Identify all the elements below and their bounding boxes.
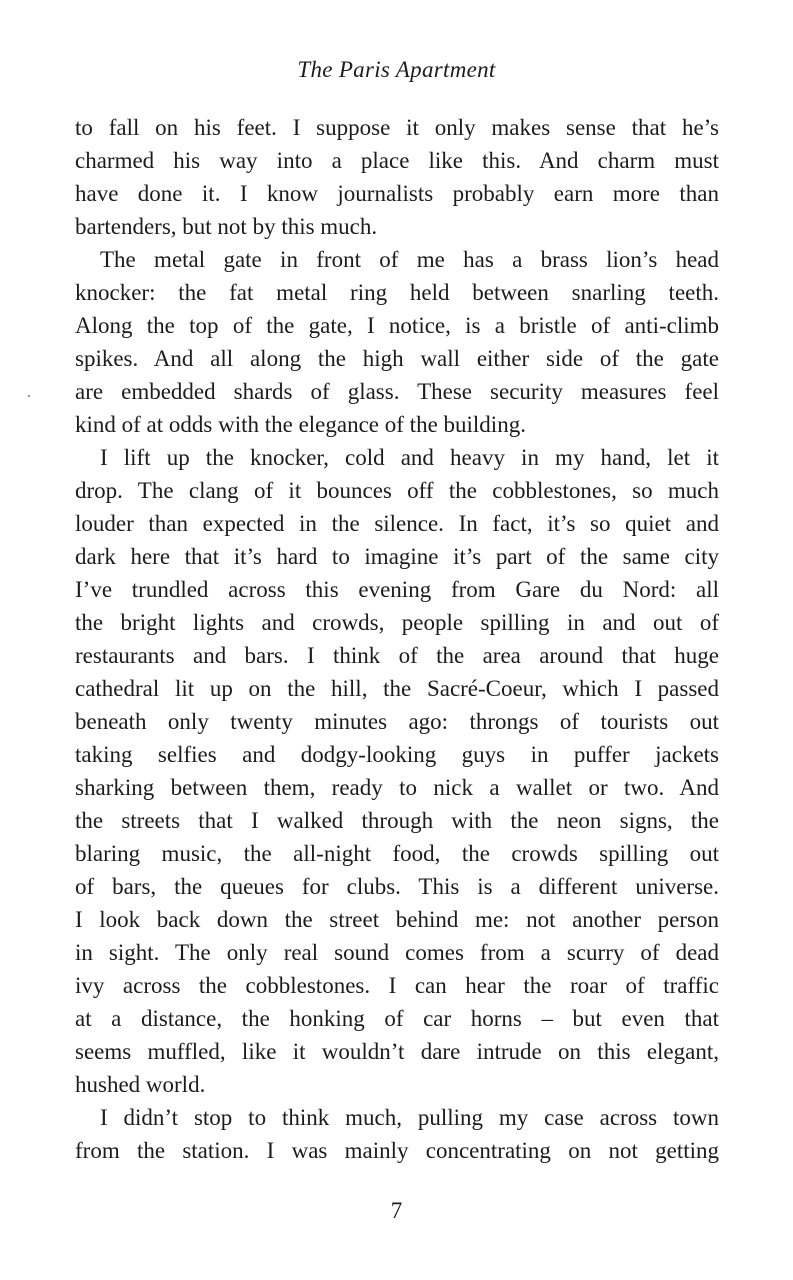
text-line: bartenders, but not by this much. [75,214,378,239]
text-line: blaring music, the all-night food, the crowds spilling out [75,841,719,866]
text-line: dark here that it’s hard to imagine it’s part of the same city [75,544,719,569]
text-line: of bars, the queues for clubs. This is a different universe. [75,874,719,899]
paragraph-first-line: I lift up the knocker, cold and heavy in my hand, let it [100,445,719,470]
text-line: sharking between them, ready to nick a wallet or two. And [75,775,719,800]
text-line: the streets that I walked through with the neon signs, the [75,808,719,833]
text-line: knocker: the fat metal ring held between snarling teeth. [75,280,719,305]
text-line: taking selfies and dodgy-looking guys in puffer jackets [75,742,719,767]
page-number: 7 [390,1198,403,1223]
text-line: are embedded shards of glass. These security measures feel [75,379,719,404]
text-line: in sight. The only real sound comes from a scurry of dead [75,940,719,965]
text-line: charmed his way into a place like this. And charm must [75,148,719,173]
body-text [75,111,719,1167]
text-line: Along the top of the gate, I notice, is a bristle of anti-climb [75,313,719,338]
text-line: kind of at odds with the elegance of the building. [75,412,526,437]
text-line: the bright lights and crowds, people spilling in and out of [75,610,719,635]
text-line: beneath only twenty minutes ago: throngs of tourists out [75,709,719,734]
margin-speck [28,395,30,397]
running-head-title: The Paris Apartment [297,57,496,82]
text-line: have done it. I know journalists probably earn more than [75,181,719,206]
text-line: ivy across the cobblestones. I can hear the roar of traffic [75,973,719,998]
text-line: seems muffled, like it wouldn’t dare intrude on this elegant, [75,1039,719,1064]
text-line: to fall on his feet. I suppose it only makes sense that he’s [75,115,719,140]
text-line: restaurants and bars. I think of the area around that huge [75,643,719,668]
text-line: from the station. I was mainly concentrating on not getting [75,1138,719,1163]
paragraph-first-line: The metal gate in front of me has a brass lion’s head [100,247,719,272]
text-line: hushed world. [75,1072,206,1097]
paragraph-first-line: I didn’t stop to think much, pulling my case across town [100,1105,719,1130]
text-line: I look back down the street behind me: not another person [75,907,719,932]
text-line: I’ve trundled across this evening from Gare du Nord: all [75,577,719,602]
text-line: louder than expected in the silence. In fact, it’s so quiet and [75,511,719,536]
text-line: at a distance, the honking of car horns – but even that [75,1006,719,1031]
text-line: spikes. And all along the high wall either side of the gate [75,346,719,371]
text-line: cathedral lit up on the hill, the Sacré-Coeur, which I passed [75,676,719,701]
text-line: drop. The clang of it bounces off the cobblestones, so much [75,478,719,503]
